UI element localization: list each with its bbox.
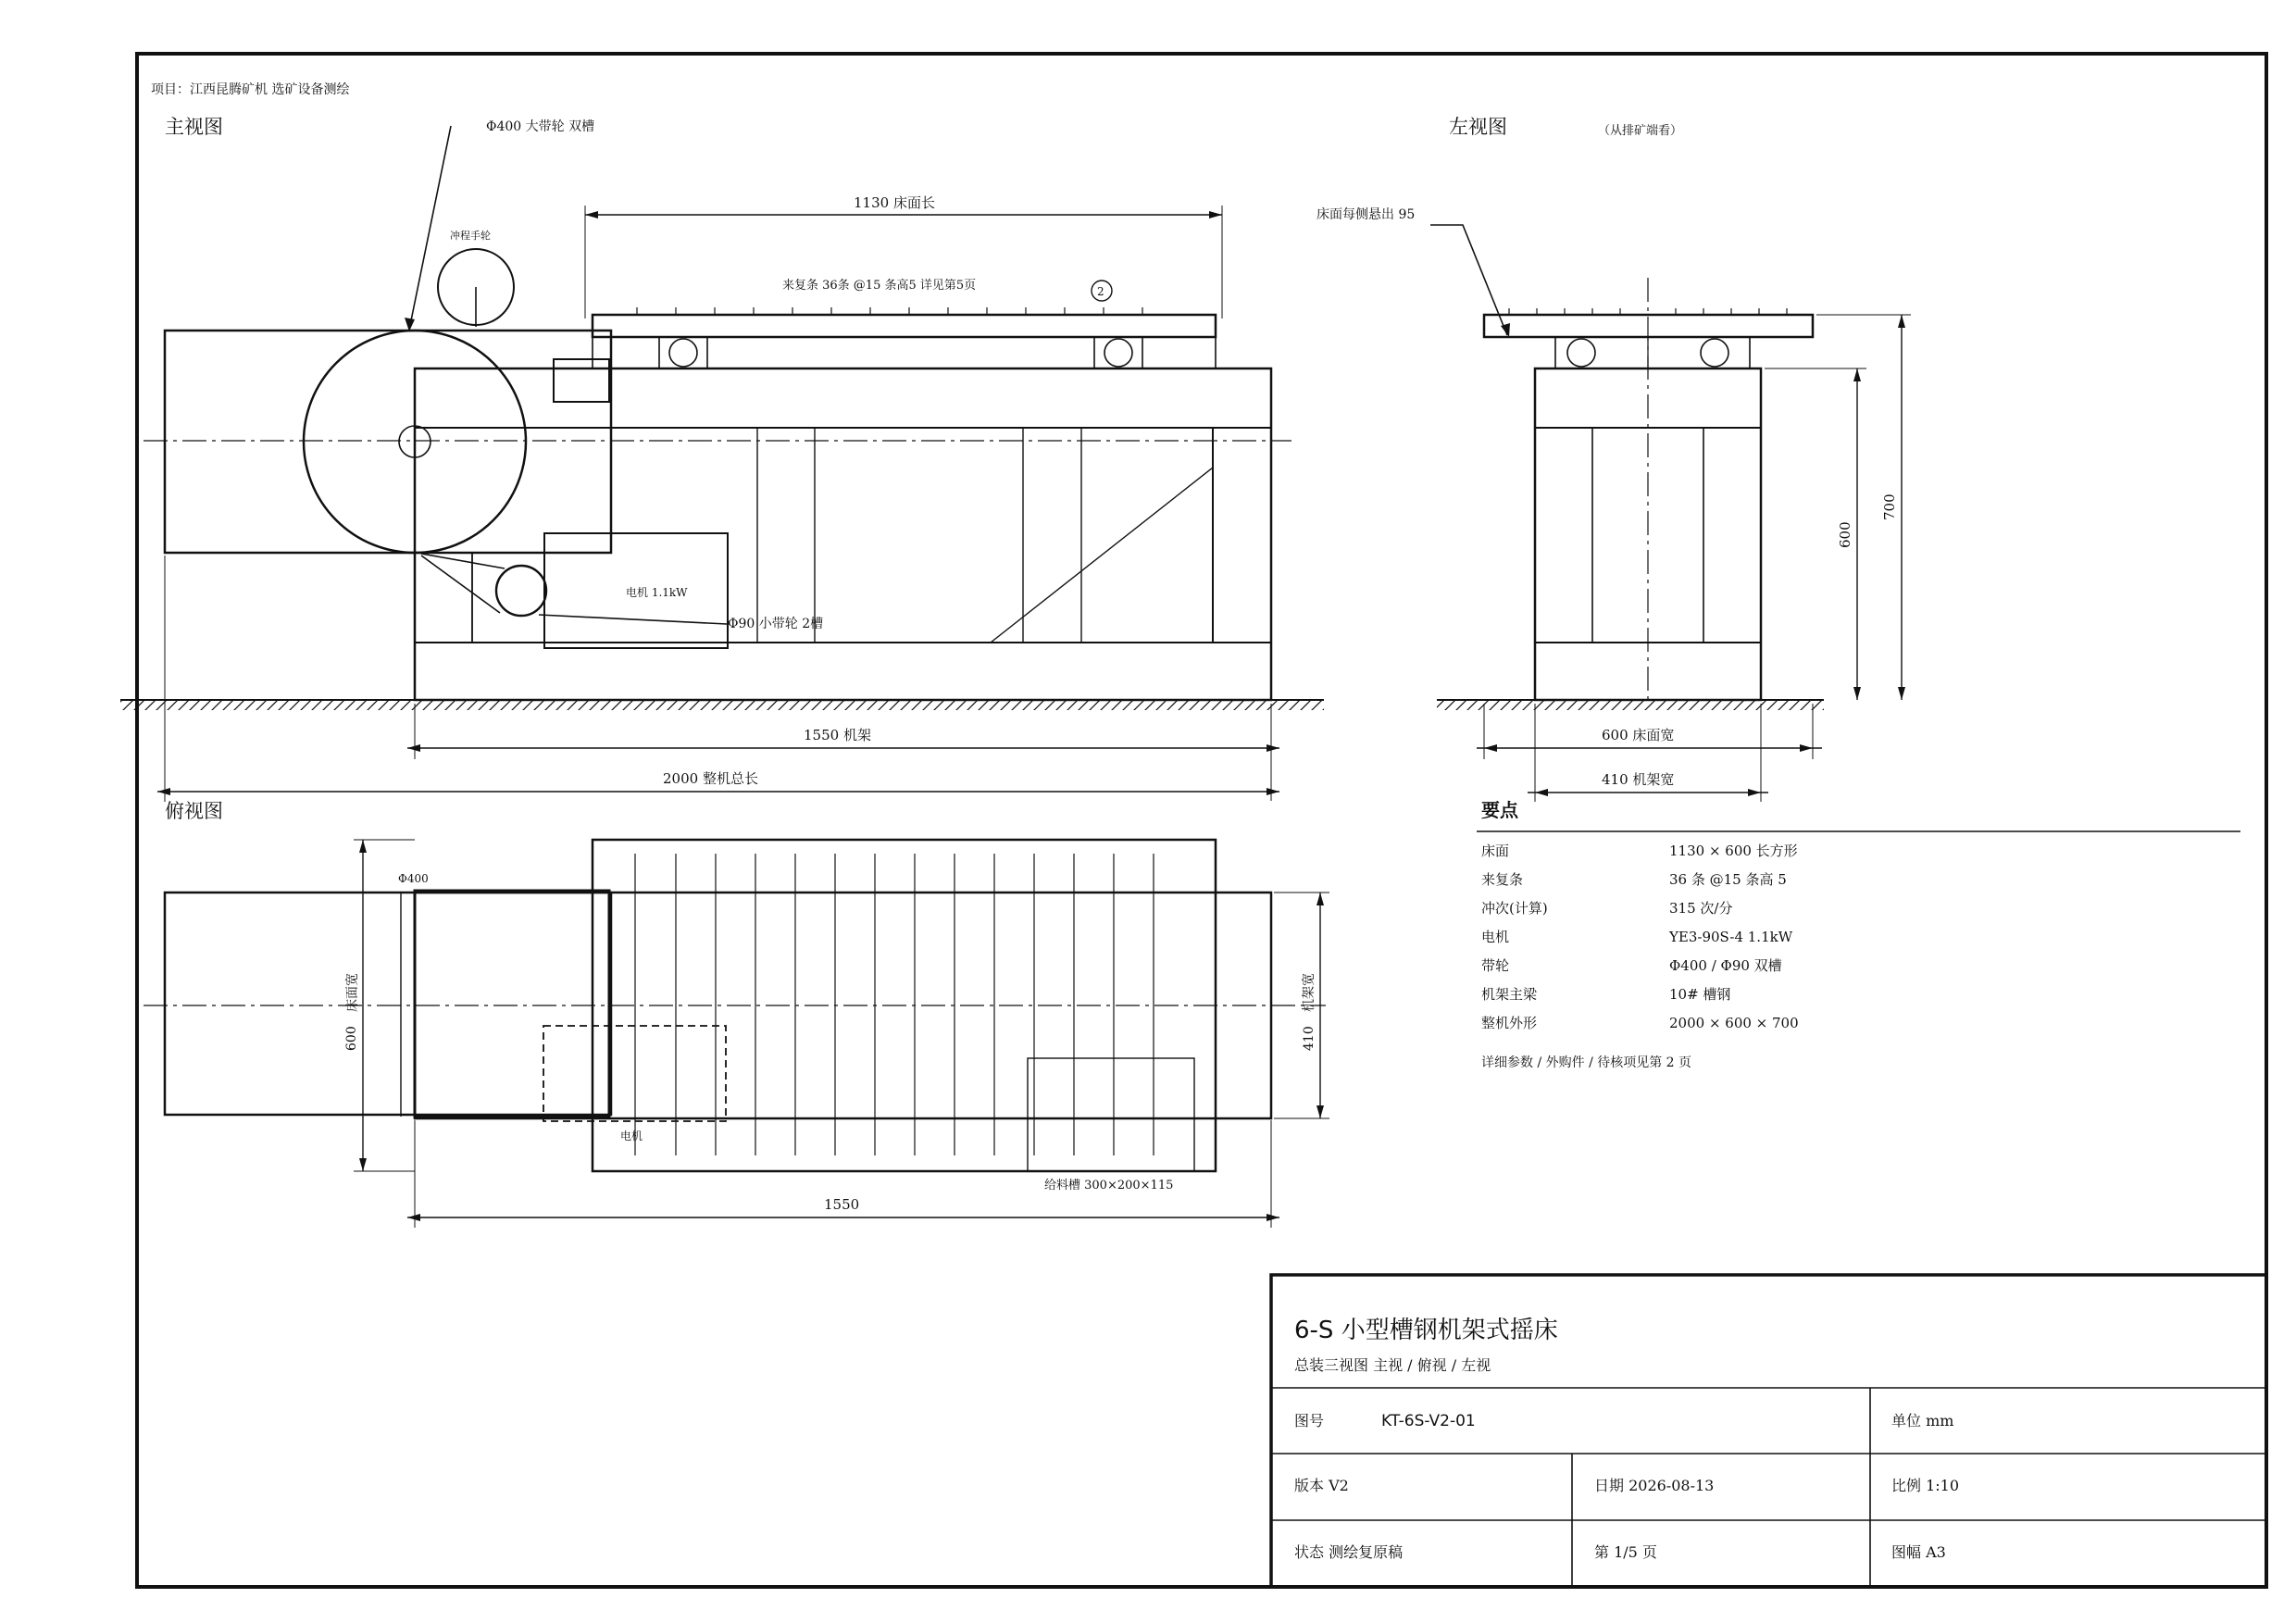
key-point-label: 带轮 [1481,957,1510,974]
key-point-row [1481,1015,1799,1031]
page-cell: 第 1/5 页 [1594,1543,1657,1561]
side-roller-left [1567,339,1595,367]
front-view [120,126,1324,802]
key-point-row [1481,957,1782,974]
height-600-label: 600 [1837,521,1853,548]
side-view-title: 左视图 [1449,116,1507,138]
key-point-value: 1130 × 600 长方形 [1669,843,1798,859]
height-700-label: 700 [1881,493,1898,520]
overhang-label: 床面每侧悬出 95 [1316,207,1416,222]
key-point-row [1481,986,1730,1003]
key-point-label: 整机外形 [1481,1015,1538,1031]
bed-width-label: 600 床面宽 [1602,727,1675,743]
bed-support-rail [593,337,1216,368]
date-cell: 日期 2026-08-13 [1594,1477,1715,1494]
small-pulley-label: Φ90 小带轮 2槽 [728,617,824,631]
top-feed-box [1028,1058,1194,1171]
frame-outline [415,368,1271,700]
key-point-value: Φ400 / Φ90 双槽 [1669,957,1782,974]
side-view-labels [1316,116,1898,788]
frame-length-label: 1550 机架 [804,727,871,743]
top-view-labels [165,800,1316,1213]
bed-roller-right [1104,339,1132,367]
drawing-title: 6-S 小型槽钢机架式摇床 [1294,1317,1558,1344]
key-point-value: 315 次/分 [1669,900,1733,917]
key-point-label: 电机 [1481,929,1510,945]
top-view [144,840,1329,1228]
small-pulley [496,566,546,616]
leader-overhang [1430,225,1507,335]
head-motion-box [165,331,611,553]
leader-small-pulley [539,615,727,624]
belt-upper [421,554,505,568]
riffles-label: 来复条 36条 @15 条高5 详见第5页 [782,279,977,293]
key-points [1477,799,2240,1070]
key-point-row [1481,900,1732,917]
side-view-note: （从排矿端看） [1598,124,1683,138]
drawing-no-value: KT-6S-V2-01 [1381,1412,1476,1430]
drawing-no-label: 图号 [1294,1412,1325,1429]
key-point-label: 冲次(计算) [1481,900,1548,917]
scale-cell: 比例 1:10 [1891,1477,1960,1494]
key-point-value: 10# 槽钢 [1669,986,1731,1003]
key-point-label: 机架主梁 [1481,986,1538,1003]
top-view-title: 俯视图 [165,800,223,822]
key-point-label: 来复条 [1481,871,1524,888]
top-riffle-lines [635,854,1154,1155]
unit-cell: 单位 mm [1891,1412,1954,1429]
front-view-title: 主视图 [165,116,223,138]
project-label: 项目：江西昆腾矿机 选矿设备测绘 [151,82,350,97]
key-point-row [1481,843,1798,859]
frame-diagonal-brace [991,468,1213,643]
key-point-row [1481,929,1793,945]
top-bed-width-label: 床面宽 [345,973,360,1012]
leader-big-pulley [409,126,451,330]
ground-hatch [120,701,1324,710]
key-point-value: 36 条 @15 条高 5 [1669,871,1787,888]
bed-roller-left [669,339,697,367]
top-frame-width-label: 机架宽 [1302,973,1316,1012]
key-points-footnote: 详细参数 / 外购件 / 待核项见第 2 页 [1481,1055,1692,1070]
key-points-title: 要点 [1481,799,1518,821]
key-point-value: YE3-90S-4 1.1kW [1669,929,1793,945]
key-point-row [1481,871,1787,888]
top-pulley-label: Φ400 [398,872,429,885]
bed-deck [593,315,1216,337]
top-frame-width-value: 410 [1302,1026,1316,1051]
top-bed-width-value: 600 [344,1026,359,1051]
title-block-text [1294,1317,1959,1561]
top-pulley-housing [415,891,609,1117]
belt-lower [421,556,500,613]
side-view [1430,225,1911,802]
front-view-labels [165,116,1104,787]
top-feed-label: 给料槽 300×200×115 [1044,1179,1174,1192]
frame-width-label: 410 机架宽 [1602,771,1675,788]
top-motor-label: 电机 [620,1130,643,1142]
motor-label: 电机 1.1kW [626,586,688,599]
detail-callout-number: 2 [1097,285,1104,298]
head-motion-port [554,359,609,402]
version-cell: 版本 V2 [1294,1477,1349,1494]
side-roller-right [1701,339,1728,367]
total-length-label: 2000 整机总长 [663,770,758,787]
key-point-value: 2000 × 600 × 700 [1669,1015,1799,1031]
bed-length-label: 1130 床面长 [854,194,935,211]
sheet-border [137,54,2266,1587]
top-length-label: 1550 [824,1196,860,1213]
status-cell: 状态 测绘复原稿 [1294,1543,1404,1561]
big-pulley-label: Φ400 大带轮 双槽 [486,119,595,134]
key-point-label: 床面 [1481,843,1510,859]
drawing-subtitle: 总装三视图 主视 / 俯视 / 左视 [1294,1356,1491,1374]
size-cell: 图幅 A3 [1891,1543,1946,1561]
handwheel-label: 冲程手轮 [450,230,491,242]
